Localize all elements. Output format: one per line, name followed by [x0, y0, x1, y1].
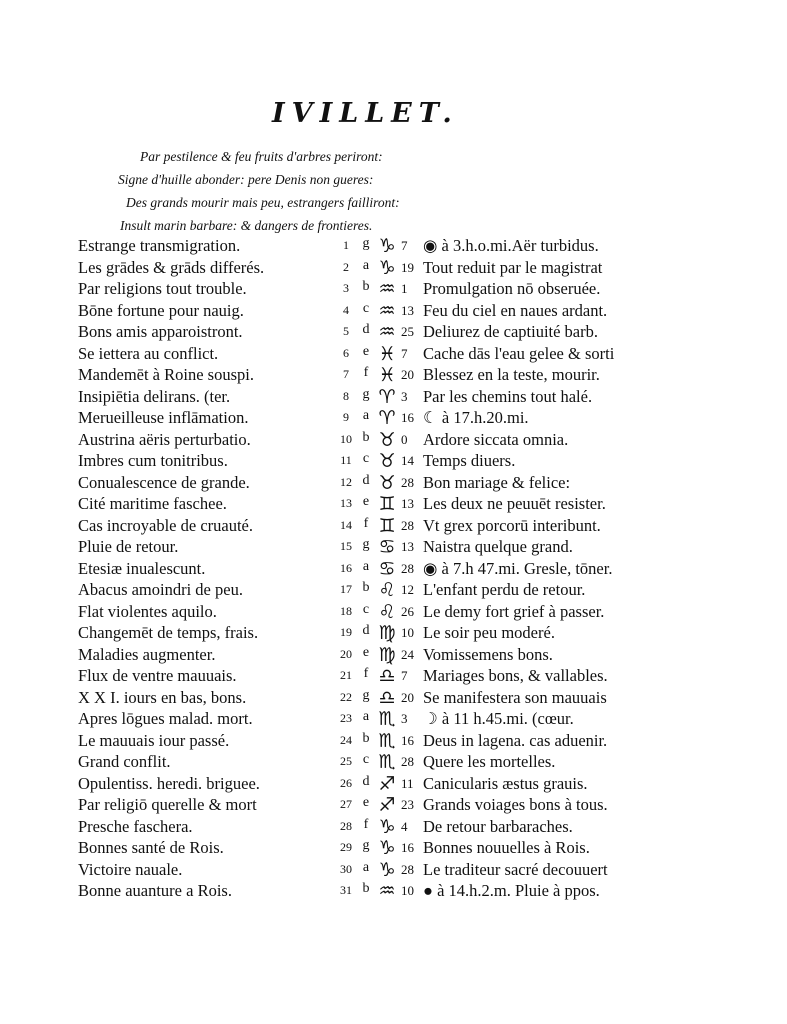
prognostication-text: Les grādes & grāds differés. — [78, 257, 265, 277]
day-number: 21 — [340, 668, 352, 682]
weather-note: Le demy fort grief à passer. — [423, 601, 605, 621]
prognostication-text: Flux de ventre mauuais. — [78, 666, 237, 685]
quatrain-line: Par pestilence & feu fruits d'arbres periront: — [140, 149, 383, 164]
weather-note: ◉ à 7.h 47.mi. Gresle, tōner. — [423, 558, 613, 578]
zodiac-sign-icon: ♒ — [378, 278, 396, 300]
day-number: 4 — [343, 302, 349, 317]
calendar-row — [78, 838, 718, 860]
prognostication-text: Se iettera au conflict. — [78, 343, 219, 363]
zodiac-sign-icon: ♋ — [378, 536, 396, 558]
dominical-letter: g — [362, 386, 370, 402]
zodiac-sign-icon: ♌ — [378, 600, 396, 623]
prognostication-text: Par religions tout trouble. — [78, 279, 247, 298]
dominical-letter: d — [362, 773, 370, 789]
moon-degree: 19 — [401, 259, 414, 275]
day-number: 22 — [340, 689, 352, 704]
moon-degree: 28 — [401, 754, 414, 769]
zodiac-sign-icon: ♑ — [378, 235, 396, 257]
weather-note: Par les chemins tout halé. — [423, 386, 593, 406]
day-number: 27 — [340, 797, 352, 811]
weather-note: Le traditeur sacré decouuert — [423, 859, 608, 879]
calendar-row — [78, 752, 718, 774]
weather-note: Cache dās l'eau gelee & sorti — [423, 343, 615, 363]
zodiac-sign-icon: ♉ — [378, 471, 396, 494]
moon-degree: 3 — [401, 711, 408, 726]
prognostication-text: Bōne fortune pour nauig. — [78, 300, 244, 320]
dominical-letter: f — [363, 666, 369, 681]
calendar-row — [78, 774, 718, 796]
day-number: 1 — [343, 238, 349, 252]
weather-note: Les deux ne peuuēt resister. — [423, 494, 606, 513]
prognostication-text: Abacus amoindri de peu. — [78, 580, 243, 599]
calendar-row — [78, 408, 718, 430]
day-number: 23 — [340, 711, 352, 725]
quatrain — [118, 145, 538, 237]
prognostication-text: Presche faschera. — [78, 816, 193, 836]
weather-note: Ardore siccata omnia. — [423, 429, 569, 449]
prognostication-text: Grand conflit. — [78, 752, 171, 771]
zodiac-sign-icon: ♋ — [378, 557, 396, 580]
weather-note: L'enfant perdu de retour. — [423, 580, 586, 599]
moon-degree: 28 — [401, 560, 414, 576]
moon-degree: 4 — [401, 818, 408, 834]
dominical-letter: a — [362, 408, 370, 423]
prognostication-text: Cas incroyable de cruauté. — [78, 515, 254, 535]
dominical-letter: a — [362, 859, 370, 875]
day-number: 29 — [340, 840, 352, 854]
prognostication-text: Etesiæ inualescunt. — [78, 558, 206, 578]
dominical-letter: c — [362, 752, 370, 767]
zodiac-sign-icon: ♏ — [378, 708, 396, 730]
prognostication-text: Le mauuais iour passé. — [78, 730, 230, 750]
dominical-letter: f — [363, 816, 369, 832]
prognostication-text: Conualescence de grande. — [78, 472, 250, 492]
prognostication-text: Austrina aëris perturbatio. — [78, 429, 251, 449]
day-number: 13 — [340, 496, 352, 510]
quatrain-line: Signe d'huille abonder: pere Denis non gueres: — [118, 172, 374, 187]
weather-note: Vomissemens bons. — [423, 644, 553, 664]
dominical-letter: g — [362, 838, 370, 853]
weather-note: De retour barbaraches. — [423, 816, 573, 836]
moon-degree: 16 — [401, 840, 414, 855]
dominical-letter: g — [362, 687, 370, 703]
moon-degree: 28 — [401, 861, 414, 877]
calendar-row — [78, 473, 718, 495]
zodiac-sign-icon: ♒ — [378, 880, 396, 902]
prognostication-text: Pluie de retour. — [78, 537, 179, 556]
moon-degree: 13 — [401, 496, 414, 511]
zodiac-sign-icon: ♌ — [378, 579, 396, 601]
moon-degree: 13 — [401, 539, 414, 554]
prognostication-text: Insipiētia delirans. (ter. — [78, 386, 231, 406]
zodiac-sign-icon: ♑ — [378, 256, 396, 279]
zodiac-sign-icon: ♑ — [378, 815, 396, 838]
day-number: 30 — [340, 861, 352, 876]
calendar-row — [78, 731, 718, 753]
zodiac-sign-icon: ♓ — [378, 364, 396, 386]
dominical-letter: c — [362, 451, 370, 466]
zodiac-sign-icon: ♊ — [378, 514, 396, 537]
prognostication-text: Imbres cum tonitribus. — [78, 451, 228, 470]
weather-note: Tout reduit par le magistrat — [423, 257, 603, 277]
moon-degree: 25 — [401, 324, 414, 339]
calendar-row — [78, 516, 718, 538]
day-number: 9 — [343, 410, 349, 424]
prognostication-text: X X I. iours en bas, bons. — [78, 687, 247, 707]
calendar-row — [78, 709, 718, 731]
weather-note: Feu du ciel en naues ardant. — [423, 300, 608, 320]
day-number: 12 — [340, 474, 352, 489]
day-number: 31 — [340, 883, 352, 897]
day-number: 16 — [340, 560, 352, 575]
day-number: 28 — [340, 818, 352, 833]
calendar-row — [78, 279, 718, 301]
weather-note: ☾ à 17.h.20.mi. — [423, 408, 529, 427]
calendar-row — [78, 344, 718, 366]
prognostication-text: Bons amis apparoistront. — [78, 322, 243, 341]
day-number: 19 — [340, 625, 352, 639]
zodiac-sign-icon: ♓ — [378, 342, 396, 365]
dominical-letter: a — [362, 709, 370, 724]
zodiac-sign-icon: ♈ — [378, 407, 396, 429]
weather-note: Vt grex porcorū interibunt. — [423, 515, 601, 535]
moon-degree: 7 — [401, 238, 408, 253]
dominical-letter: e — [362, 343, 370, 359]
zodiac-sign-icon: ♒ — [378, 299, 396, 322]
moon-degree: 3 — [401, 388, 408, 404]
calendar-row — [78, 322, 718, 344]
moon-degree: 0 — [401, 431, 408, 447]
zodiac-sign-icon: ♎ — [378, 665, 396, 687]
quatrain-line: Des grands mourir mais peu, estrangers failliront: — [126, 195, 400, 210]
zodiac-sign-icon: ♍ — [378, 622, 396, 644]
quatrain-line: Insult marin barbare: & dangers de frontieres. — [120, 218, 373, 233]
day-number: 8 — [343, 388, 349, 403]
moon-degree: 28 — [401, 517, 414, 533]
dominical-letter: d — [362, 322, 370, 337]
prognostication-text: Cité maritime faschee. — [78, 494, 227, 513]
moon-degree: 1 — [401, 281, 408, 296]
weather-note: ● à 14.h.2.m. Pluie à ppos. — [423, 881, 600, 900]
calendar-row — [78, 537, 718, 559]
dominical-letter: g — [362, 537, 370, 552]
moon-degree: 10 — [401, 625, 414, 640]
calendar-row — [78, 645, 718, 667]
weather-note: Promulgation nō obseruée. — [423, 279, 601, 298]
prognostication-text: Flat violentes aquilo. — [78, 601, 217, 621]
zodiac-sign-icon: ♉ — [378, 450, 396, 472]
calendar-row — [78, 559, 718, 581]
calendar-row — [78, 301, 718, 323]
weather-note: Deus in lagena. cas aduenir. — [423, 730, 608, 750]
day-number: 25 — [340, 754, 352, 768]
dominical-letter: c — [362, 601, 370, 617]
prognostication-text: Merueilleuse inflāmation. — [78, 408, 249, 427]
day-number: 5 — [343, 324, 349, 338]
zodiac-sign-icon: ♐ — [378, 772, 396, 795]
zodiac-sign-icon: ♑ — [378, 858, 396, 881]
calendar-row — [78, 623, 718, 645]
prognostication-text: Maladies augmenter. — [78, 644, 216, 664]
weather-note: Quere les mortelles. — [423, 752, 556, 771]
moon-degree: 7 — [401, 345, 408, 361]
zodiac-sign-icon: ♏ — [378, 751, 396, 773]
weather-note: Bon mariage & felice: — [423, 472, 571, 492]
moon-degree: 11 — [401, 775, 414, 791]
day-number: 10 — [340, 431, 352, 446]
calendar-row — [78, 666, 718, 688]
weather-note: Mariages bons, & vallables. — [423, 666, 608, 685]
moon-degree: 12 — [401, 582, 414, 597]
moon-degree: 20 — [401, 367, 414, 382]
moon-degree: 13 — [401, 302, 414, 318]
moon-degree: 16 — [401, 732, 414, 748]
page-title: IVILLET. — [272, 98, 459, 129]
calendar-row — [78, 688, 718, 710]
dominical-letter: d — [362, 472, 370, 488]
weather-note: Temps diuers. — [423, 451, 516, 470]
day-number: 11 — [340, 453, 352, 467]
zodiac-sign-icon: ♈ — [378, 385, 396, 408]
moon-degree: 20 — [401, 689, 414, 705]
day-number: 18 — [340, 603, 352, 618]
weather-note: Le soir peu moderé. — [423, 623, 555, 642]
calendar-table — [78, 236, 718, 903]
calendar-row — [78, 817, 718, 839]
calendar-row — [78, 387, 718, 409]
weather-note: Se manifestera son mauuais — [423, 687, 607, 707]
day-number: 15 — [340, 539, 352, 553]
prognostication-text: Estrange transmigration. — [78, 236, 241, 255]
zodiac-sign-icon: ♍ — [378, 643, 396, 666]
day-number: 3 — [343, 281, 349, 295]
zodiac-sign-icon: ♊ — [378, 493, 396, 515]
calendar-row — [78, 795, 718, 817]
dominical-letter: e — [362, 494, 370, 509]
zodiac-sign-icon: ♏ — [378, 729, 396, 752]
prognostication-text: Mandemēt à Roine souspi. — [78, 365, 254, 384]
dominical-letter: f — [363, 365, 369, 380]
moon-degree: 16 — [401, 410, 414, 425]
dominical-letter: c — [362, 300, 370, 316]
day-number: 17 — [340, 582, 352, 596]
moon-degree: 14 — [401, 453, 414, 468]
dominical-letter: f — [363, 515, 369, 531]
prognostication-text: Victoire nauale. — [78, 859, 183, 879]
dominical-letter: b — [362, 279, 370, 294]
zodiac-sign-icon: ♐ — [378, 794, 396, 816]
zodiac-sign-icon: ♑ — [378, 837, 396, 859]
calendar-row — [78, 258, 718, 280]
prognostication-text: Bonnes santé de Rois. — [78, 838, 224, 857]
dominical-letter: e — [362, 644, 370, 660]
weather-note: Grands voiages bons à tous. — [423, 795, 608, 814]
day-number: 20 — [340, 646, 352, 661]
weather-note: Naistra quelque grand. — [423, 537, 573, 556]
weather-note: ☽ à 11 h.45.mi. (cœur. — [423, 709, 574, 728]
dominical-letter: b — [362, 580, 370, 595]
moon-degree: 28 — [401, 474, 414, 490]
day-number: 14 — [340, 517, 352, 532]
calendar-row — [78, 860, 718, 882]
calendar-row — [78, 236, 718, 258]
moon-degree: 7 — [401, 668, 408, 683]
moon-degree: 24 — [401, 646, 414, 662]
dominical-letter: a — [362, 257, 370, 273]
calendar-row — [78, 602, 718, 624]
calendar-row — [78, 430, 718, 452]
day-number: 24 — [340, 732, 352, 747]
day-number: 26 — [340, 775, 352, 790]
day-number: 6 — [343, 345, 349, 360]
dominical-letter: a — [362, 558, 370, 574]
day-number: 7 — [343, 367, 349, 381]
weather-note: Deliurez de captiuité barb. — [423, 322, 598, 341]
zodiac-sign-icon: ♎ — [378, 686, 396, 709]
moon-degree: 10 — [401, 883, 414, 898]
day-number: 2 — [343, 259, 349, 274]
zodiac-sign-icon: ♉ — [378, 428, 396, 451]
dominical-letter: e — [362, 795, 370, 810]
dominical-letter: g — [362, 236, 370, 251]
dominical-letter: d — [362, 623, 370, 638]
moon-degree: 23 — [401, 797, 414, 812]
zodiac-sign-icon: ♒ — [378, 321, 396, 343]
prognostication-text: Par religiō querelle & mort — [78, 795, 257, 814]
dominical-letter: b — [362, 881, 370, 896]
weather-note: ◉ à 3.h.o.mi.Aër turbidus. — [423, 236, 599, 255]
dominical-letter: b — [362, 429, 370, 445]
calendar-row — [78, 580, 718, 602]
moon-degree: 26 — [401, 603, 414, 619]
prognostication-text: Bonne auanture a Rois. — [78, 881, 232, 900]
prognostication-text: Apres lōgues malad. mort. — [78, 709, 253, 728]
dominical-letter: b — [362, 730, 370, 746]
prognostication-text: Changemēt de temps, frais. — [78, 623, 259, 642]
calendar-row — [78, 365, 718, 387]
calendar-row — [78, 881, 718, 903]
weather-note: Canicularis æstus grauis. — [423, 773, 588, 793]
calendar-row — [78, 451, 718, 473]
calendar-row — [78, 494, 718, 516]
prognostication-text: Opulentiss. heredi. briguee. — [78, 773, 260, 793]
weather-note: Blessez en la teste, mourir. — [423, 365, 600, 384]
weather-note: Bonnes nouuelles à Rois. — [423, 838, 590, 857]
